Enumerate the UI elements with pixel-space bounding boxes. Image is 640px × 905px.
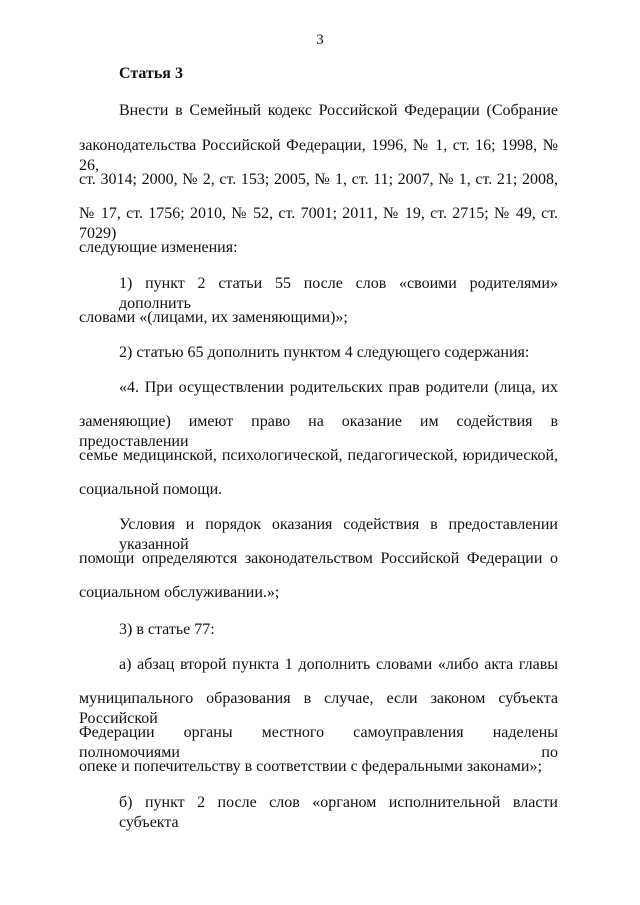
text-line: «4. При осуществлении родительских прав родители (лица, их — [119, 379, 558, 396]
text-line: муниципального образования в случае, если законом субъекта Российской — [79, 690, 558, 727]
text-line: следующие изменения: — [79, 239, 238, 256]
text-line: б) пункт 2 после слов «органом исполнительной власти субъекта — [119, 794, 558, 831]
text-line: Внести в Семейный кодекс Российской Федерации (Собрание — [119, 102, 558, 119]
page-number: 3 — [316, 32, 324, 48]
text-line: 1) пункт 2 статьи 55 после слов «своими родителями» дополнить — [119, 275, 558, 312]
text-line: 2) статью 65 дополнить пунктом 4 следующего содержания: — [119, 344, 530, 361]
article-heading: Статья 3 — [119, 65, 183, 82]
text-line: заменяющие) имеют право на оказание им содействия в предоставлении — [79, 413, 558, 450]
text-line: социальном обслуживании.»; — [79, 584, 280, 601]
text-line: опеке и попечительству в соответствии с федеральными законами»; — [79, 758, 542, 775]
text-line: ст. 3014; 2000, № 2, ст. 153; 2005, № 1, ст. 11; 2007, № 1, ст. 21; 2008, — [79, 171, 558, 188]
text-line: Федерации органы местного самоуправления наделены полномочиями по — [79, 724, 558, 761]
text-line: а) абзац второй пункта 1 дополнить словами «либо акта главы — [119, 656, 558, 673]
text-line: законодательства Российской Федерации, 1996, № 1, ст. 16; 1998, № 26, — [79, 137, 558, 174]
text-line: социальной помощи. — [79, 481, 223, 498]
text-line: 3) в статье 77: — [119, 621, 215, 638]
text-line: № 17, ст. 1756; 2010, № 52, ст. 7001; 2011, № 19, ст. 2715; № 49, ст. 7029) — [79, 205, 558, 242]
text-line: Условия и порядок оказания содействия в предоставлении указанной — [119, 516, 558, 553]
text-line: семье медицинской, психологической, педагогической, юридической, — [79, 447, 558, 464]
text-line: помощи определяются законодательством Российской Федерации о — [79, 550, 558, 567]
text-line: словами «(лицами, их заменяющими)»; — [79, 309, 348, 326]
